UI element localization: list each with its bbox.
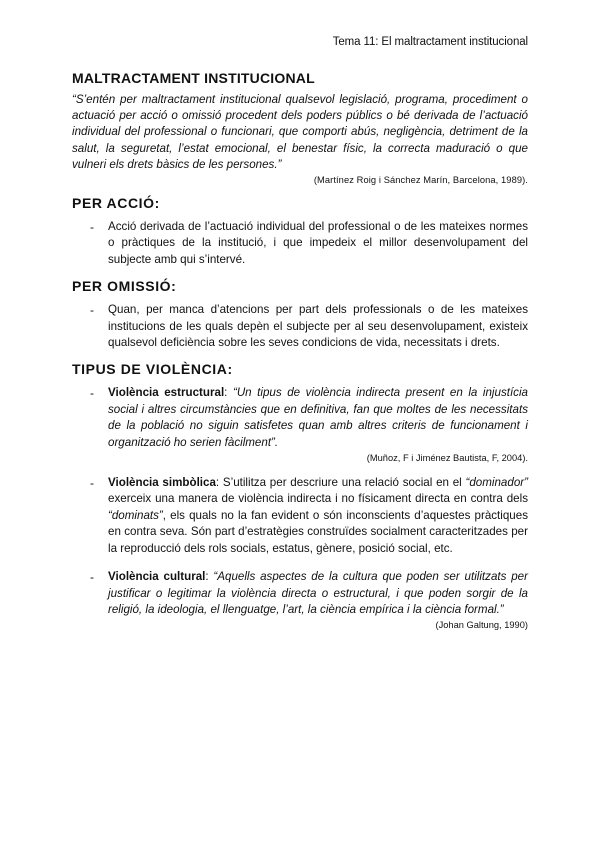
violencia-estructural-text (108, 385, 528, 451)
list-item-violencia-simbolica (72, 475, 528, 557)
estructural-citation: (Muñoz, F i Jiménez Bautista, F, 2004). (366, 453, 528, 464)
section-heading-per-omissio: PER OMISSIÓ: (72, 278, 177, 295)
violencia-cultural-text (108, 569, 528, 618)
running-header: Tema 11: El maltractament institucional (332, 36, 528, 48)
violencia-simbolica-text (108, 475, 528, 557)
simbolica-dominats: “dominats” (108, 508, 163, 522)
term-violencia-estructural: Violència estructural (108, 386, 225, 400)
dash-bullet: - (90, 303, 94, 318)
list-item-per-omissio (72, 302, 528, 351)
list-item-violencia-estructural (72, 385, 528, 463)
definition-quote: “S’entén per maltractament institucional qualsevol legislació, programa, procediment o actuació per acció o omissió procedent dels poders públics o bé derivada de l’actuació individual del professional o funcionari, que comporti abús, negligència, detriment de la salut, la seguretat, l’estat emocional, el benestar físic, la correcta maduració o que vulneri els drets bàsics de les persones.” (72, 93, 528, 171)
simbolica-text-2: exerceix una manera de violència indirecta i no físicament directa en contra dels (108, 492, 528, 506)
simbolica-dominador: “dominador” (465, 476, 528, 490)
per-accio-text: Acció derivada de l’actuació individual del professional o de les mateixes normes o pràctiques de la institució, i que impedeix el millor desenvolupament del subjecte amb qui s’intervé. (108, 220, 528, 266)
dash-bullet: - (90, 220, 94, 235)
estructural-quote: “Un tipus de violència indirecta present en la injustícia social i altres circumstàncies que en definitiva, fan que moltes de les necessitats de la població no siguin satisfetes quan amb altres criteris de funcionament i organització ho serien fàcilment”. (108, 386, 529, 449)
dash-bullet: - (90, 476, 94, 491)
dash-bullet: - (90, 386, 94, 401)
simbolica-text-3: , els quals no la fan evident o són inconscients d’aquestes pràctiques en contra seva. Són part d’estratègies construïdes socialment caracteritzades per la reproducció dels rols socials, estatus, gènere, posició social, etc. (108, 508, 528, 555)
page-title: MALTRACTAMENT INSTITUCIONAL (72, 70, 315, 86)
dash-bullet: - (90, 570, 94, 585)
list-item-violencia-cultural (72, 569, 528, 630)
cultural-quote: “Aquells aspectes de la cultura que poden ser utilitzats per justificar o legitimar la violència directa o estructural, i que poden sorgir de la religió, la ideologia, el llenguatge, l’art, la ciència empírica i la ciència formal.” (108, 570, 528, 616)
section-heading-tipus: TIPUS DE VIOLÈNCIA: (72, 361, 233, 378)
simbolica-text-1: : S’utilitza per descriure una relació social en el (215, 476, 466, 490)
separator: : (205, 570, 214, 584)
separator: : (224, 386, 233, 400)
list-item-per-accio (72, 219, 528, 268)
section-heading-per-accio: PER ACCIÓ: (72, 195, 160, 212)
cultural-citation: (Johan Galtung, 1990) (435, 620, 528, 631)
document-body (72, 70, 528, 634)
term-violencia-cultural: Violència cultural (108, 570, 206, 584)
definition-citation: (Martínez Roig i Sánchez Marín, Barcelona, 1989). (313, 175, 528, 186)
term-violencia-simbolica: Violència simbòlica (108, 476, 216, 490)
per-omissio-text: Quan, per manca d’atencions per part dels professionals o de les mateixes institucions de les quals depèn el subjecte per al seu desenvolupament, existeix qualsevol deficiència sobre les seves condicions de vida, necessitats i drets. (108, 303, 528, 350)
